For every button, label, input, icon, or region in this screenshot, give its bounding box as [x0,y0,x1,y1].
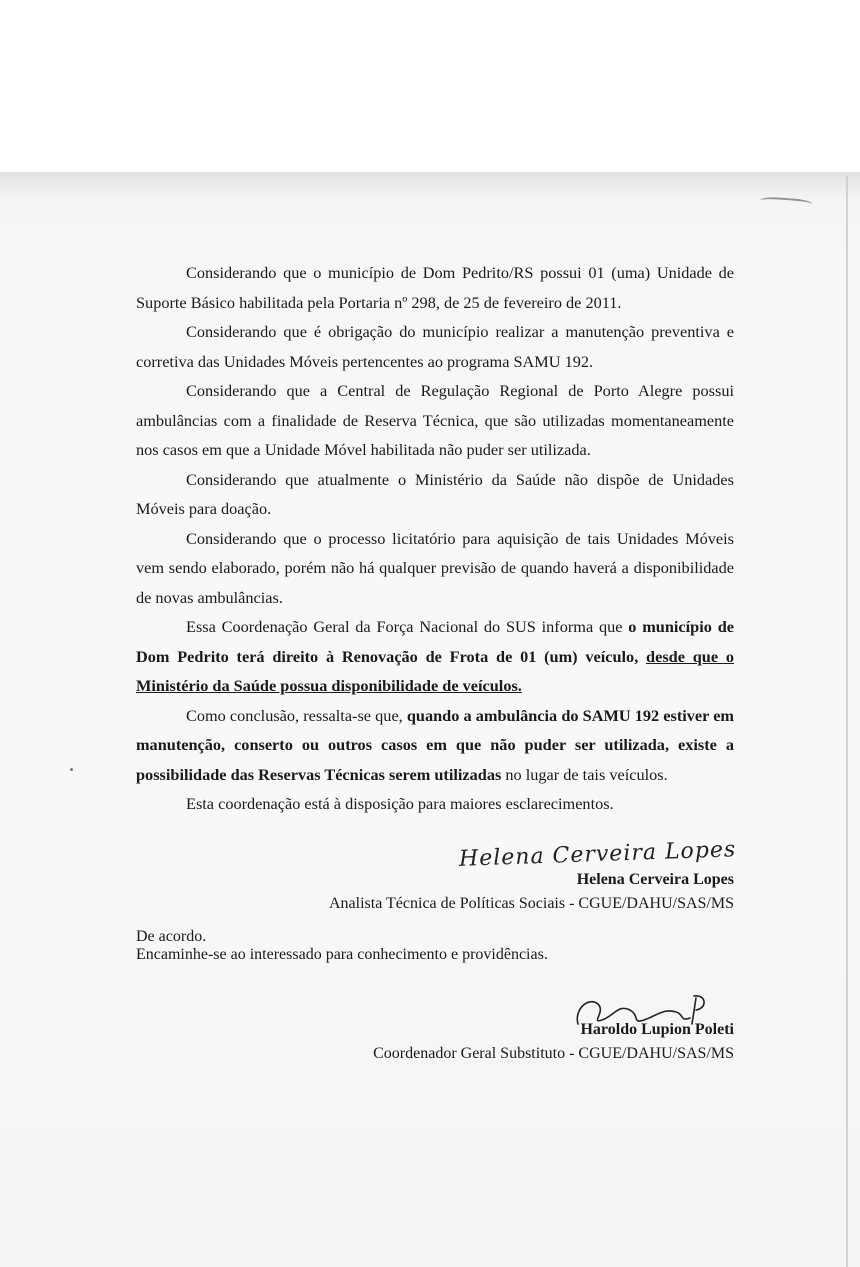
letter-paragraph [136,612,734,701]
decision-note [136,928,548,964]
signer-name: Haroldo Lupion Poleti [580,1021,734,1038]
signature-block-analyst [329,848,734,914]
signature-handwriting-helena: Helena Cerveira Lopes [458,837,737,872]
letter-paragraph [136,701,734,790]
scan-speck [70,768,73,771]
letter-paragraph [136,258,734,317]
letter-paragraph [136,789,734,819]
decision-forwarding: Encaminhe-se ao interessado para conhecimento e providências. [136,946,548,963]
paragraph-text: Considerando que atualmente o Ministério da Saúde não dispõe de Unidades Móveis para doação. [136,469,734,518]
signer-title: Coordenador Geral Substituto - CGUE/DAHU/SAS/MS [373,1045,734,1062]
decision-approval: De acordo. [136,928,207,945]
paragraph-text: Considerando que é obrigação do município realizar a manutenção preventiva e corretiva das Unidades Móveis pertencentes ao programa SAMU 192. [136,322,734,371]
letter-paragraph [136,317,734,376]
paragraph-text: Considerando que o processo licitatório para aquisição de tais Unidades Móveis vem sendo elaborado, porém não há qualquer previsão de quando haverá a disponibilidade de novas ambulâncias. [136,528,734,607]
paragraph-text: o município de Dom Pedrito terá direito à Renovação de Frota de 01 (um) veículo, [136,617,734,666]
paragraph-text: Esta coordenação está à disposição para maiores esclarecimentos. [186,794,614,813]
paragraph-text: Considerando que o município de Dom Pedrito/RS possui 01 (uma) Unidade de Suporte Básico habilitada pela Portaria nº 298, de 25 de fevereiro de 2011. [136,263,734,312]
signer-name: Helena Cerveira Lopes [576,871,734,888]
signer-title: Analista Técnica de Políticas Sociais - CGUE/DAHU/SAS/MS [329,895,734,912]
scan-top-shadow [0,172,860,198]
signature-block-coordinator [373,994,734,1064]
paragraph-text: quando a ambulância do SAMU 192 estiver em manutenção, conserto ou outros casos em que não puder ser utilizada, existe a possibilidade das Reservas Técnicas serem utilizadas [136,705,734,784]
scan-right-edge [846,176,848,1267]
paragraph-text: Considerando que a Central de Regulação Regional de Porto Alegre possui ambulâncias com a finalidade de Reserva Técnica, que são utilizadas momentaneamente nos casos em que a Unidade Móvel habilitada não puder ser utilizada. [136,381,734,459]
paragraph-text: no lugar de tais veículos. [501,764,668,784]
letter-paragraph [136,524,734,613]
letter-paragraph [136,376,734,465]
paragraph-text: Como conclusão, ressalta-se que, [186,705,407,725]
paragraph-text: Essa Coordenação Geral da Força Nacional do SUS informa que [186,617,629,636]
letter-paragraph [136,465,734,524]
paragraph-text: desde que o Ministério da Saúde possua disponibilidade de veículos. [136,646,734,695]
letter-body [136,258,734,819]
